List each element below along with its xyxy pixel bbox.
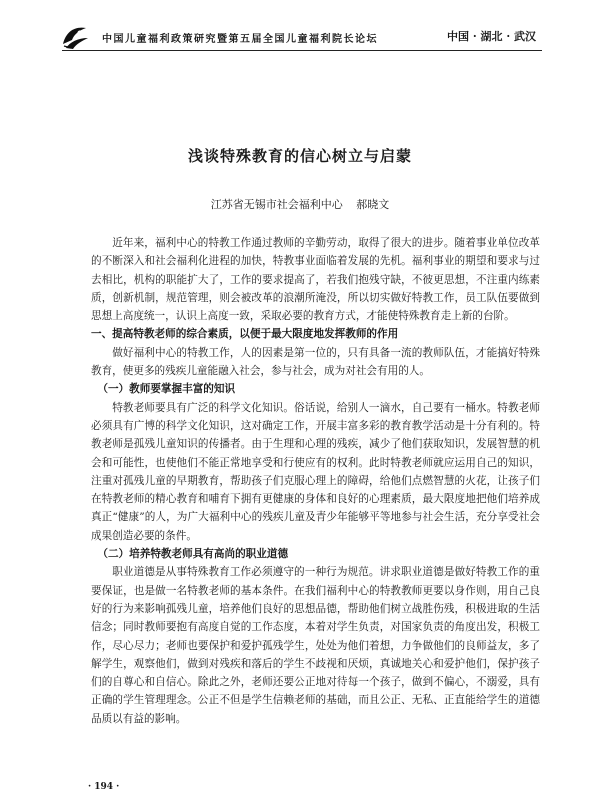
section-heading-1: 一、提高特教老师的综合素质，以便于最大限度地发挥教师的作用 (91, 328, 399, 341)
article-body (91, 234, 540, 728)
header-conference-title: 中国儿童福利政策研究暨第五届全国儿童福利院长论坛 (102, 34, 378, 45)
running-header (62, 24, 542, 51)
subsection-heading-2: （二）培养特教老师具有高尚的职业道德 (97, 548, 289, 561)
subsection-heading-1: （一）教师要掌握丰富的知识 (97, 383, 236, 396)
page-number: · 194 · (88, 782, 120, 792)
conference-logo-icon (60, 22, 90, 52)
subsection-1-paragraph: 特教老师要具有广泛的科学文化知识。俗话说，给别人一滴水，自己要有一桶水。特教老师必须具有广博的科学文化知识，这对确定工作，开展丰富多彩的教育教学活动是十分有利的。特教老师是孤残儿童知识的传播者。由于生理和心理的残疾，减少了他们获取知识，发展智慧的机会和可能性，也使他们不能正常地享受和行使应有的权利。此时特教老师就应运用自己的知识，注重对孤残儿童的早期教育，帮助孩子们克服心理上的障碍，给他们点燃智慧的火花，让孩子们在特教老师的精心教育和哺育下拥有更健康的身体和良好的心理素质，最大限度地把他们培养成真正“健康”的人，为广大福利中心的残疾儿童及青少年能够平等地参与社会生活，充分享受社会成果创造必要的条件。 (91, 401, 540, 542)
paper-title: 浅谈特殊教育的信心树立与启蒙 (187, 147, 412, 165)
byline (0, 196, 600, 212)
header-location: 中国 · 湖北 · 武汉 (447, 30, 536, 43)
intro-paragraph: 近年来，福利中心的特教工作通过教师的辛勤劳动，取得了很大的进步。随着事业单位改革的不断深入和社会福利化进程的加快，特教事业面临着发展的先机。福利事业的期望和要求与过去相比，机构的职能扩大了，工作的要求提高了，若我们抱残守缺，不彼更思想，不注重内练素质，创新机制，规范管理，则会被改革的浪潮所淹没，所以切实做好特教工作，员工队伍要做到思想上高度统一，认识上高度一致，采取必要的教育方式，才能使特殊教育走上新的台阶。 (91, 237, 540, 323)
subsection-2-paragraph: 职业道德是从事特殊教育工作必须遵守的一种行为规范。讲求职业道德是做好特教工作的重要保证，也是做一名特教老师的基本条件。在我们福利中心的特教教师更要以身作则，用自己良好的行为来影响孤残儿童，培养他们良好的思想品德，帮助他们树立战胜伤残，积极进取的生活信念；同时教师要抱有高度自觉的工作态度，本着对学生负责，对国家负责的角度出发，积极工作，尽心尽力；老师也要保护和爱护孤残学生，处处为他们着想，力争做他们的良师益友，多了解学生，观察他们，做到对残疾和落后的学生不歧视和厌烦，真诚地关心和爱护他们，保护孩子们的自尊心和自信心。除此之外，老师还要公正地对待每一个孩子，做到不偏心，不溺爱，具有正确的学生管理理念。公正不但是学生信赖老师的基础，而且公正、无私、正直能给学生的道德品质以有益的影响。 (91, 566, 540, 725)
author-organization: 江苏省无锡市社会福利中心 (210, 198, 343, 211)
section-1-paragraph: 做好福利中心的特教工作，人的因素是第一位的，只有具备一流的教师队伍，才能搞好特殊教育，使更多的残疾儿童能融入社会，参与社会，成为对社会有用的人。 (91, 346, 540, 378)
author-name: 郝晓文 (356, 198, 390, 211)
